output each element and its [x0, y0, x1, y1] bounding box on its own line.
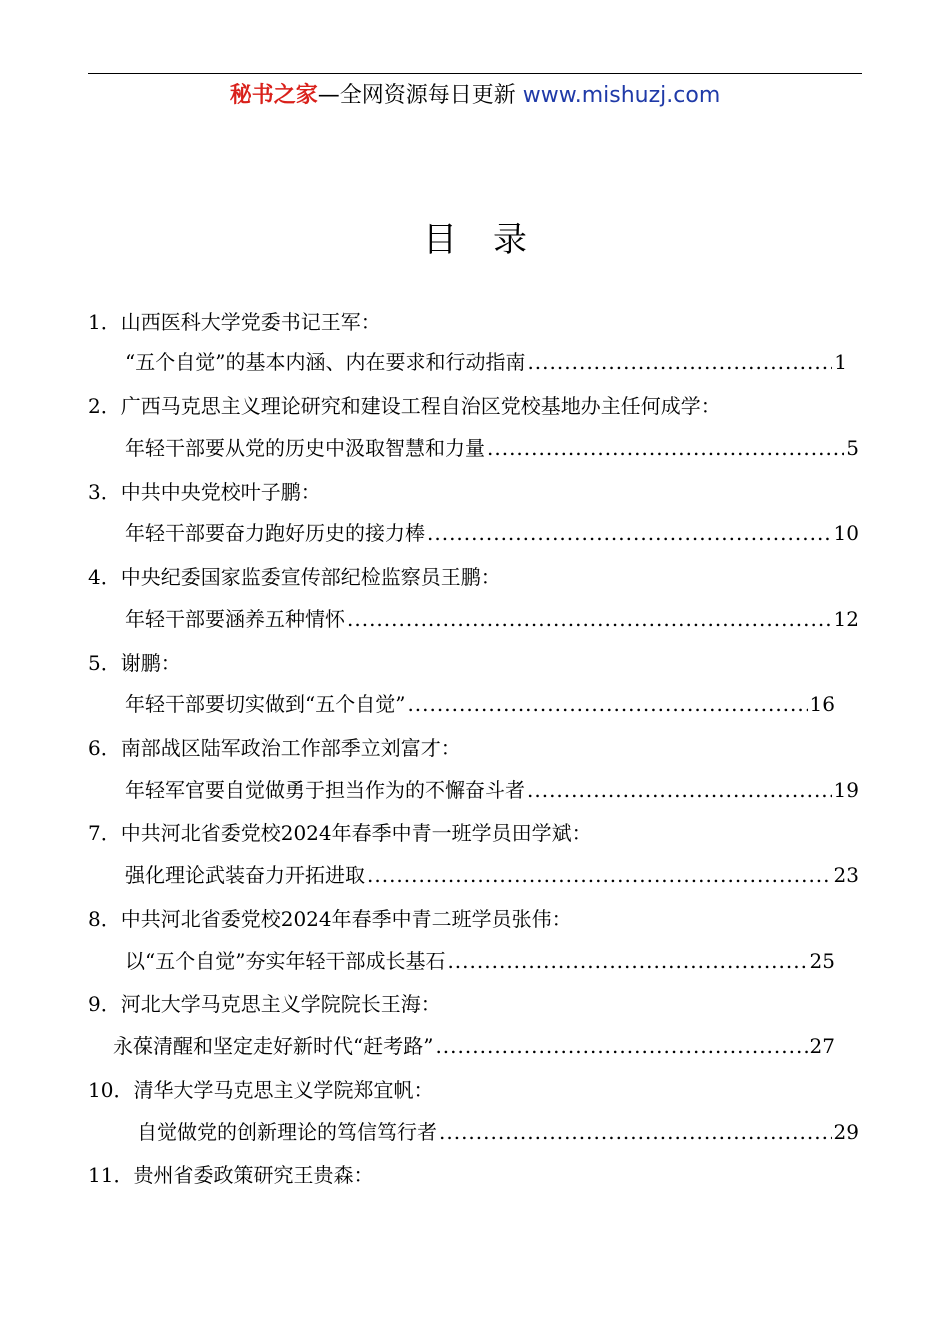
- brand-name: 秘书之家: [229, 83, 318, 108]
- toc-leader-dots: [367, 860, 832, 890]
- toc-entry-heading: 10．清华大学马克思主义学院郑宜帆：: [88, 1078, 434, 1102]
- toc-page-number: 5: [846, 436, 859, 460]
- toc-entry-title: 以“五个自觉”夯实年轻干部成长基石: [125, 949, 446, 973]
- toc-entry-heading: 8．中共河北省委党校2024年春季中青二班学员张伟：: [88, 907, 572, 931]
- toc-entry-line[interactable]: [125, 604, 859, 634]
- toc-entry-heading: 9．河北大学马克思主义学院院长王海：: [88, 992, 441, 1016]
- toc-entry-line[interactable]: [125, 689, 835, 719]
- toc-leader-dots: [427, 518, 832, 548]
- toc-page-number: 10: [833, 521, 859, 545]
- toc-page-number: 23: [833, 863, 859, 887]
- toc-entry-title: 年轻干部要涵养五种情怀: [125, 607, 345, 631]
- site-url-link[interactable]: www.mishuzj.com: [522, 83, 721, 108]
- toc-leader-dots: [347, 604, 832, 634]
- toc-leader-dots: [527, 775, 832, 805]
- toc-leader-dots: [487, 433, 844, 463]
- toc-entry-line[interactable]: [137, 1117, 859, 1147]
- toc-entry-heading: 1．山西医科大学党委书记王军：: [88, 310, 381, 334]
- toc-leader-dots: [435, 1031, 807, 1061]
- toc-page-number: 27: [809, 1034, 835, 1058]
- toc-entry-heading: 11．贵州省委政策研究王贵森：: [88, 1163, 374, 1187]
- toc-page-number: 19: [833, 778, 859, 802]
- toc-leader-dots: [439, 1117, 832, 1147]
- site-header: [0, 80, 950, 112]
- toc-leader-dots: [407, 689, 807, 719]
- toc-entry-line[interactable]: [125, 518, 859, 548]
- header-tagline: —全网资源每日更新: [317, 83, 516, 108]
- toc-entry-line[interactable]: [125, 775, 859, 805]
- toc-entry-title: 年轻干部要切实做到“五个自觉”: [125, 692, 406, 716]
- toc-entry-title: 年轻干部要奋力跑好历史的接力棒: [125, 521, 425, 545]
- toc-leader-dots: [527, 347, 832, 377]
- toc-page-number: 25: [809, 949, 835, 973]
- header-rule: [88, 73, 862, 74]
- toc-entry-line[interactable]: [125, 860, 859, 890]
- toc-entry-heading: 5．谢鹏：: [88, 651, 181, 675]
- toc-entry-heading: 6．南部战区陆军政治工作部季立刘富才：: [88, 736, 461, 760]
- toc-page-number: 12: [833, 607, 859, 631]
- toc-entry-heading: 4．中央纪委国家监委宣传部纪检监察员王鹏：: [88, 565, 501, 589]
- toc-entry-line[interactable]: [125, 347, 847, 377]
- toc-entry-title: 永葆清醒和坚定走好新时代“赶考路”: [113, 1034, 434, 1058]
- toc-entry-heading: 3．中共中央党校叶子鹏：: [88, 480, 321, 504]
- toc-entry-heading: 2．广西马克思主义理论研究和建设工程自治区党校基地办主任何成学：: [88, 394, 721, 418]
- toc-page-number: 29: [833, 1120, 859, 1144]
- toc-entry-title: 强化理论武装奋力开拓进取: [125, 863, 365, 887]
- toc-leader-dots: [447, 946, 807, 976]
- toc-entry-title: 自觉做党的创新理论的笃信笃行者: [137, 1120, 437, 1144]
- toc-entry-line[interactable]: [113, 1031, 835, 1061]
- toc-entry-line[interactable]: [125, 946, 835, 976]
- toc-title: 目录: [423, 220, 563, 260]
- toc-entry-title: 年轻干部要从党的历史中汲取智慧和力量: [125, 436, 485, 460]
- toc-entry-title: 年轻军官要自觉做勇于担当作为的不懈奋斗者: [125, 778, 525, 802]
- toc-entry-title: “五个自觉”的基本内涵、内在要求和行动指南: [125, 350, 526, 374]
- toc-page-number: 1: [834, 350, 847, 374]
- toc-page-number: 16: [809, 692, 835, 716]
- toc-entry-heading: 7．中共河北省委党校2024年春季中青一班学员田学斌：: [88, 821, 592, 845]
- toc-entry-line[interactable]: [125, 433, 859, 463]
